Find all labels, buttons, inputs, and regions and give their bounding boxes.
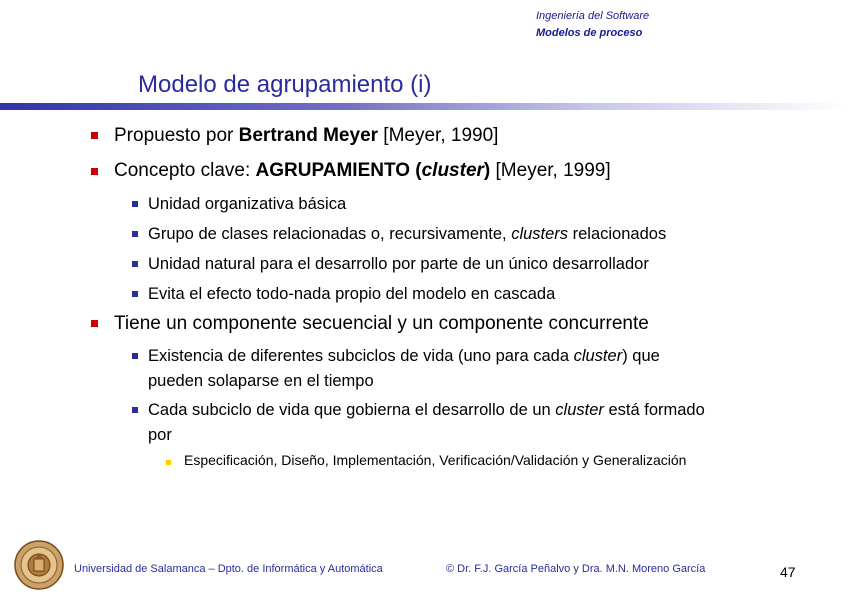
slide-title: Modelo de agrupamiento (i): [138, 71, 432, 98]
sub-bullet-text: Grupo de clases relacionadas o, recursivamente,: [148, 225, 512, 243]
third-level-item: Especificación, Diseño, Implementación, Verificación/Validación y Generalización: [184, 452, 687, 468]
sub-bullet-marker: [132, 291, 138, 297]
third-level-marker: [166, 460, 171, 465]
bullet-marker: [91, 132, 98, 139]
bullet-text: Propuesto por: [114, 125, 239, 146]
bullet-text: Concepto clave:: [114, 160, 256, 181]
bullet-author: Bertrand Meyer: [238, 125, 379, 146]
bullet-keyword-italic: cluster: [421, 160, 484, 181]
bullet-item: [114, 125, 498, 147]
sub-bullet-text: Cada subciclo de vida que gobierna el desarrollo de un: [148, 401, 556, 419]
sub-bullet-item: [148, 398, 705, 423]
bullet-reference: [Meyer, 1990]: [378, 125, 499, 146]
sub-bullet-marker: [132, 231, 138, 237]
sub-bullet-text: relacionados: [568, 225, 667, 243]
header-course: Ingeniería del Software: [536, 10, 650, 22]
sub-bullet-text: Existencia de diferentes subciclos de vida (uno para cada: [148, 347, 574, 365]
sub-bullet-continuation: pueden solaparse en el tiempo: [148, 372, 374, 390]
bullet-marker: [91, 168, 98, 175]
sub-bullet-marker: [132, 353, 138, 359]
sub-bullet-emphasis: clusters: [511, 225, 569, 243]
sub-bullet-item: [148, 222, 666, 247]
sub-bullet-item: Unidad natural para el desarrollo por parte de un único desarrollador: [148, 255, 649, 273]
university-seal-icon: [14, 540, 64, 590]
bullet-keyword-close: ): [483, 160, 491, 181]
sub-bullet-emphasis: cluster: [573, 347, 623, 365]
sub-bullet-item: [148, 344, 660, 369]
sub-bullet-marker: [132, 201, 138, 207]
footer-authors: © Dr. F.J. García Peñalvo y Dra. M.N. Moreno García: [446, 563, 706, 575]
title-underline: [0, 103, 848, 110]
page-number: 47: [780, 564, 796, 580]
bullet-reference: [Meyer, 1999]: [490, 160, 611, 181]
sub-bullet-text: ) que: [622, 347, 660, 365]
sub-bullet-item: Evita el efecto todo-nada propio del modelo en cascada: [148, 285, 556, 303]
sub-bullet-text: está formado: [603, 401, 705, 419]
bullet-marker: [91, 320, 98, 327]
sub-bullet-item: Unidad organizativa básica: [148, 195, 347, 213]
slide-header: [536, 8, 649, 42]
sub-bullet-emphasis: cluster: [555, 401, 604, 419]
header-section: Modelos de proceso: [536, 27, 643, 39]
sub-bullet-marker: [132, 407, 138, 413]
footer-institution: Universidad de Salamanca – Dpto. de Informática y Automática: [74, 563, 383, 575]
sub-bullet-marker: [132, 261, 138, 267]
sub-bullet-continuation: por: [148, 426, 172, 444]
bullet-item: [114, 160, 611, 182]
bullet-keyword: AGRUPAMIENTO (: [255, 160, 422, 181]
bullet-item: Tiene un componente secuencial y un componente concurrente: [114, 313, 649, 334]
